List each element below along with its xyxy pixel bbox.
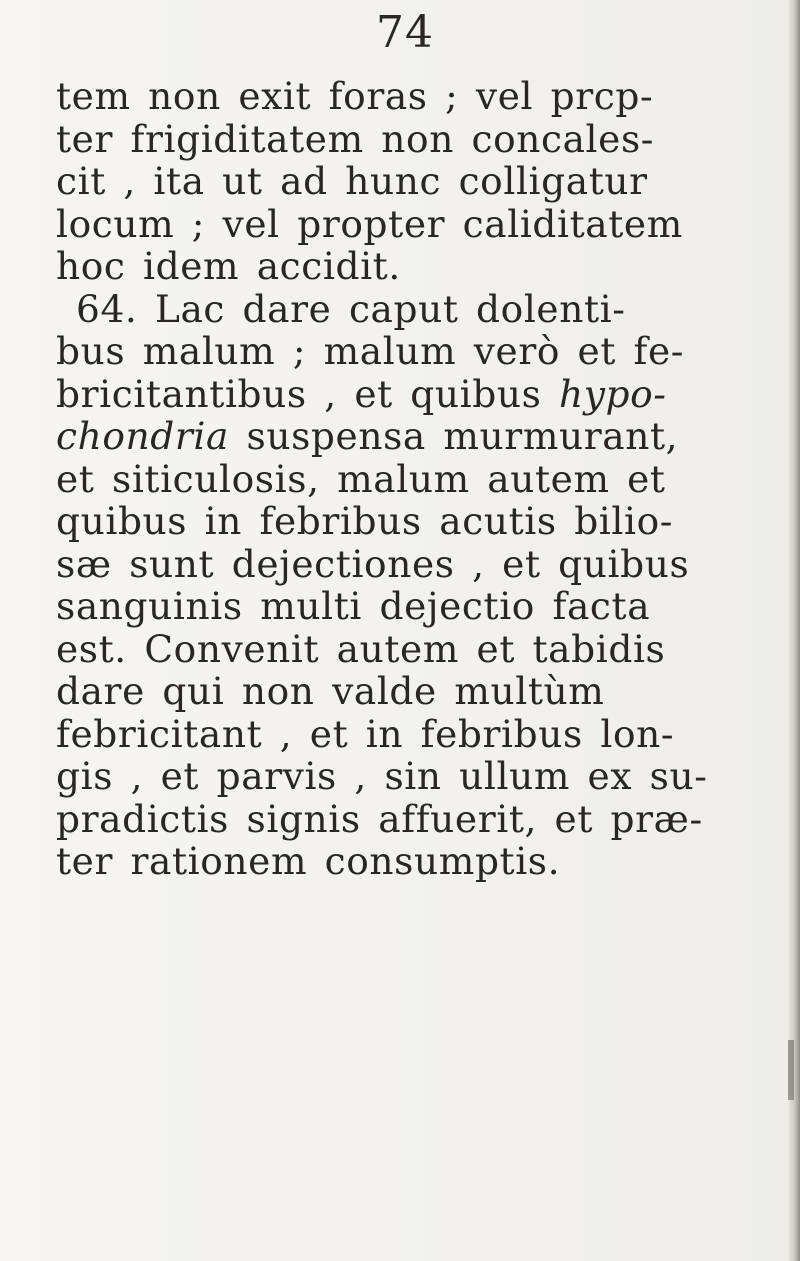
text-line-19 bbox=[56, 840, 750, 883]
text-segment: ter rationem consumptis. bbox=[56, 839, 561, 883]
body-text bbox=[56, 75, 750, 883]
text-segment: bricitantibus , et quibus bbox=[56, 371, 559, 416]
text-segment: sanguinis multi dejectio facta bbox=[56, 584, 651, 628]
text-line-2 bbox=[56, 118, 750, 161]
text-line-10 bbox=[56, 458, 750, 501]
text-segment: 64. Lac dare caput dolenti- bbox=[76, 286, 626, 331]
text-segment: cit , ita ut ad hunc colligatur bbox=[56, 159, 648, 203]
text-line-18 bbox=[56, 798, 750, 841]
text-line-5 bbox=[56, 245, 750, 288]
text-line-9 bbox=[56, 415, 750, 458]
page-number: 74 bbox=[376, 7, 434, 58]
text-segment: dare qui non valde multùm bbox=[56, 669, 605, 713]
text-segment: est. Convenit autem et tabidis bbox=[56, 626, 666, 671]
text-line-7 bbox=[56, 330, 750, 373]
paragraph-64-start bbox=[56, 288, 750, 331]
text-line-1 bbox=[56, 75, 750, 118]
text-segment: ter frigiditatem non concales- bbox=[56, 116, 655, 161]
text-segment: locum ; vel propter caliditatem bbox=[56, 201, 683, 246]
text-segment: et siticulosis, malum autem et bbox=[56, 456, 666, 501]
text-line-16 bbox=[56, 713, 750, 756]
text-segment: febricitant , et in febribus lon- bbox=[56, 711, 675, 756]
text-segment: sæ sunt dejectiones , et quibus bbox=[56, 541, 690, 586]
text-segment: tem non exit foras ; vel prcp- bbox=[56, 74, 654, 118]
text-segment: suspensa murmurant, bbox=[228, 414, 679, 458]
italic-term: hypo- bbox=[558, 371, 667, 416]
text-line-8 bbox=[56, 373, 750, 416]
text-line-13 bbox=[56, 585, 750, 628]
text-line-17 bbox=[56, 755, 750, 798]
text-line-14 bbox=[56, 628, 750, 671]
text-line-4 bbox=[56, 203, 750, 246]
text-segment: bus malum ; malum verò et fe- bbox=[56, 329, 685, 373]
text-line-3 bbox=[56, 160, 750, 203]
edge-mark bbox=[788, 1040, 794, 1100]
text-segment: gis , et parvis , sin ullum ex su- bbox=[56, 754, 708, 798]
text-line-15 bbox=[56, 670, 750, 713]
text-segment: quibus in febribus acutis bilio- bbox=[56, 499, 674, 543]
text-line-12 bbox=[56, 543, 750, 586]
italic-term: chondria bbox=[56, 414, 229, 458]
text-segment: hoc idem accidit. bbox=[56, 244, 401, 288]
text-line-11 bbox=[56, 500, 750, 543]
text-segment: pradictis signis affuerit, et præ- bbox=[56, 796, 703, 841]
